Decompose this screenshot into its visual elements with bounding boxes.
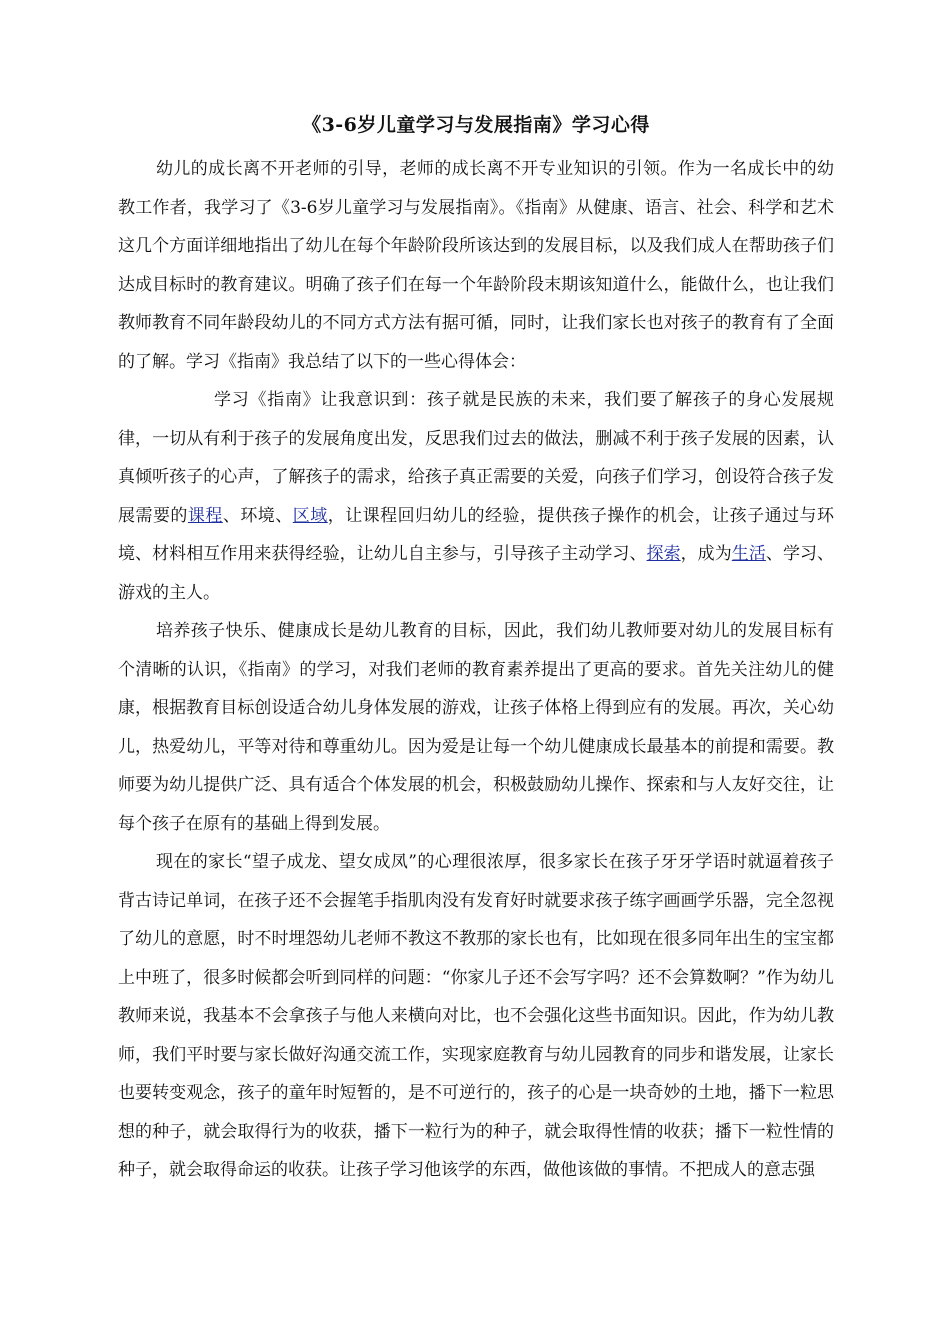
document-title: 《3-6岁儿童学习与发展指南》学习心得 — [302, 114, 650, 136]
paragraph-4: 现在的家长“望子成龙、望女成凤”的心理很浓厚，很多家长在孩子牙牙学语时就逼着孩子背古诗记单词，在孩子还不会握笔手指肌肉没有发育好时就要求孩子练字画画学乐器，完全忽视了幼儿的意愿，时不时埋怨幼儿老师不教这不教那的家长也有，比如现在很多同年出生的宝宝都上中班了，很多时候都会听到同样的问题：“你家儿子还不会写字吗？还不会算数啊？”作为幼儿教师来说，我基本不会拿孩子与他人来横向对比，也不会强化这些书面知识。因此，作为幼儿教师，我们平时要与家长做好沟通交流工作，实现家庭教育与幼儿园教育的同步和谐发展，让家长也要转变观念，孩子的童年时短暂的，是不可逆行的，孩子的心是一块奇妙的土地，播下一粒思想的种子，就会取得行为的收获，播下一粒行为的种子，就会取得性情的收获；播下一粒性情的种子，就会取得命运的收获。让孩子学习他该学的东西，做他该做的事情。不把成人的意志强 — [118, 852, 834, 1180]
link-kecheng[interactable]: 课程 — [187, 505, 223, 526]
paragraph-2 — [118, 381, 834, 612]
paragraph-2-text-1: 学习《指南》让我意识到：孩子就是民族的未来，我们要了解孩子的身心发展规律，一切从有利于孩子的发展角度出发，反思我们过去的做法，删减不利于孩子发展的因素，认真倾听孩子的心声，了解孩子的需求，给孩子真正需要的关爱，向孩子们学习，创设符合孩子发展需要的 — [118, 390, 834, 526]
paragraph-2-text-5: 、学习、游戏的主人。 — [118, 544, 835, 603]
link-tansuo[interactable]: 探索 — [646, 544, 681, 564]
paragraph-3: 培养孩子快乐、健康成长是幼儿教育的目标，因此，我们幼儿教师要对幼儿的发展目标有个清晰的认识，《指南》的学习，对我们老师的教育素养提出了更高的要求。首先关注幼儿的健康，根据教育目标创设适合幼儿身体发展的游戏，让孩子体格上得到应有的发展。再次，关心幼儿，热爱幼儿，平等对待和尊重幼儿。因为爱是让每一个幼儿健康成长最基本的前提和需要。教师要为幼儿提供广泛、具有适合个体发展的机会，积极鼓励幼儿操作、探索和与人友好交往，让每个孩子在原有的基础上得到发展。 — [118, 621, 834, 834]
link-quyu[interactable]: 区域 — [292, 505, 328, 526]
paragraph-2-text-2: 、环境、 — [222, 505, 293, 526]
paragraph-2-text-3: ，让课程回归幼儿的经验，提供孩子操作的机会，让孩子通过与环境、材料相互作用来获得经验，让幼儿自主参与，引导孩子主动学习、 — [118, 505, 835, 564]
link-shenghuo[interactable]: 生活 — [731, 544, 766, 564]
paragraph-2-text-4: ，成为 — [680, 544, 732, 564]
paragraph-1: 幼儿的成长离不开老师的引导，老师的成长离不开专业知识的引领。作为一名成长中的幼教工作者，我学习了《3-6岁儿童学习与发展指南》。《指南》从健康、语言、社会、科学和艺术这几个方面详细地指出了幼儿在每个年龄阶段所该达到的发展目标，以及我们成人在帮助孩子们达成目标时的教育建议。明确了孩子们在每一个年龄阶段末期该知道什么，能做什么，也让我们教师教育不同年龄段幼儿的不同方式方法有据可循，同时，让我们家长也对孩子的教育有了全面的了解。学习《指南》我总结了以下的一些心得体会： — [118, 159, 834, 372]
document-page — [118, 108, 834, 1190]
